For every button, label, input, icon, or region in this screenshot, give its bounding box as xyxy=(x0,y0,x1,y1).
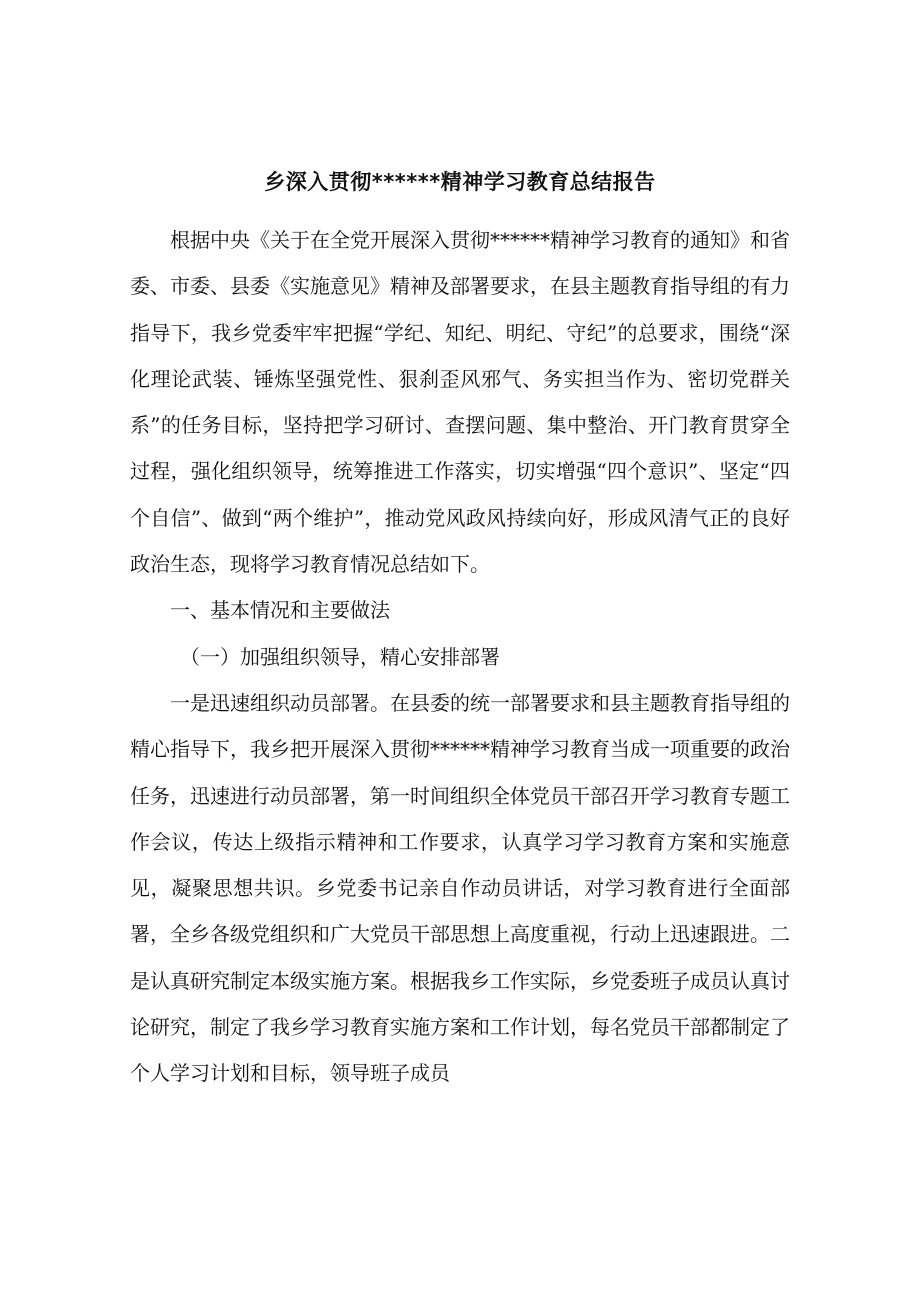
body-paragraph: 一是迅速组织动员部署。在县委的统一部署要求和县主题教育指导组的精心指导下，我乡把开展深入贯彻******精神学习教育当成一项重要的政治任务，迅速进行动员部署，第一时间组织全体党员干部召开学习教育专题工作会议，传达上级指示精神和工作要求，认真学习学习教育方案和实施意见，凝聚思想共识。乡党委书记亲自作动员讲话，对学习教育进行全面部署，全乡各级党组织和广大党员干部思想上高度重视，行动上迅速跟进。二是认真研究制定本级实施方案。根据我乡工作实际，乡党委班子成员认真讨论研究，制定了我乡学习教育实施方案和工作计划，每名党员干部都制定了个人学习计划和目标，领导班子成员 xyxy=(130,690,790,1086)
subsection-heading: （一）加强组织领导，精心安排部署 xyxy=(180,644,500,669)
intro-paragraph: 根据中央《关于在全党开展深入贯彻******精神学习教育的通知》和省委、市委、县委《实施意见》精神及部署要求，在县主题教育指导组的有力指导下，我乡党委牢牢把握“学纪、知纪、明纪、守纪”的总要求，围绕“深化理论武装、锤炼坚强党性、狠刹歪风邪气、务实担当作为、密切党群关系”的任务目标，坚持把学习研讨、查摆问题、集中整治、开门教育贯穿全过程，强化组织领导，统筹推进工作落实，切实增强“四个意识”、坚定“四个自信”、做到“两个维护”，推动党风政风持续向好，形成风清气正的良好政治生态，现将学习教育情况总结如下。 xyxy=(130,228,790,577)
section-heading: 一、基本情况和主要做法 xyxy=(170,598,390,623)
document-title: 乡深入贯彻******精神学习教育总结报告 xyxy=(264,170,656,194)
document-body xyxy=(130,217,790,1097)
